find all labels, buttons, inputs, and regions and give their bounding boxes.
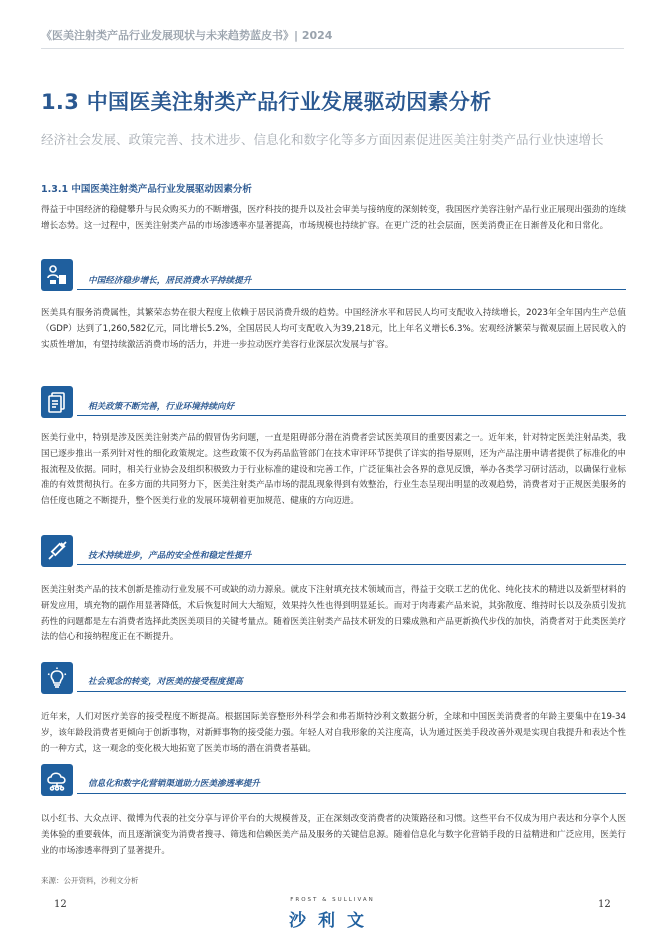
brand-logo-english: FROST & SULLIVAN (290, 897, 375, 903)
page-title: 1.3 中国医美注射类产品行业发展驱动因素分析 (41, 90, 492, 114)
factor-title: 相关政策不断完善，行业环境持续向好 (88, 402, 235, 412)
factor-divider (77, 289, 626, 290)
factor-body: 医美行业中，特别是涉及医美注射类产品的假冒伪劣问题，一直是阻碍部分潜在消费者尝试医美项目的重要因素之一。近年来，针对特定医美注射品类，我国已逐步推出一系列针对性的细化政策规定。这些政策不仅为药品监管部门在技术审评环节提供了详实的指导原则，还为产品注册申请者提供了标准化的申报流程及依据。同时，相关行业协会及组织积极致力于行业标准的建设和完善工作，广泛征集社会各界的意见反馈，举办各类学习研讨活动，以确保行业标准的有效贯彻执行。在多方面的共同努力下，医美注射类产品市场的混乱现象得到有效整治，行业生态呈现出明显的改观趋势，消费者对于正规医美服务的信任度也随之不断提升，整个医美行业的发展环境朝着更加规范、健康的方向迈进。 (41, 433, 626, 507)
factor-body: 医美具有服务消费属性，其繁荣态势在很大程度上依赖于居民消费升级的趋势。中国经济水平和居民人均可支配收入持续增长，2023年全年国内生产总值（GDP）达到了1,260,582亿元，同比增长5.2%，全国居民人均可支配收入为39,218元，比上年名义增长6.3%。宏观经济繁荣与微观层面上居民收入的实质性增加，有望持续激活消费市场的活力，并进一步拉动医疗美容行业深层次发展与扩容。 (41, 308, 626, 350)
intro-paragraph: 得益于中国经济的稳健攀升与民众购买力的不断增强，医疗科技的提升以及社会审美与接纳度的深刻转变，我国医疗美容注射产品行业正展现出强劲的连续增长态势。这一过程中，医美注射类产品的市场渗透率亦显著提高，市场规模也持续扩容。在更广泛的社会层面，医美消费正在日渐普及化和日常化。 (41, 205, 626, 231)
factor-divider (77, 793, 626, 794)
factor-title: 社会观念的转变，对医美的接受程度提高 (88, 677, 243, 687)
header-divider (41, 48, 624, 49)
people-growth-icon (46, 264, 68, 286)
cloud-network-icon (46, 769, 68, 791)
factor-icon-box (41, 259, 73, 291)
factor-title: 信息化和数字化营销渠道助力医美渗透率提升 (88, 779, 260, 789)
factor-divider (77, 564, 626, 565)
factor-body: 近年来，人们对医疗美容的接受程度不断提高。根据国际美容整形外科学会和弗若斯特沙利文数据分析，全球和中国医美消费者的年龄主要集中在19-34岁，该年龄段消费者更倾向于创新事物，对新鲜事物的接受能力强。年轻人对自我形象的关注度高，认为通过医美手段改善外观是实现自我提升和表达个性的一种方式，这一观念的变化极大地拓宽了医美市场的潜在消费者基础。 (41, 712, 626, 754)
factor-title: 技术持续进步，产品的安全性和稳定性提升 (88, 551, 252, 561)
factor-icon-box (41, 535, 73, 567)
brand-logo-chinese: 沙利文 (289, 911, 376, 931)
factor-divider (77, 691, 626, 692)
factor-icon-box (41, 662, 73, 694)
page-number-left: 12 (54, 899, 67, 910)
lightbulb-icon (46, 667, 68, 689)
section-heading: 1.3.1 中国医美注射类产品行业发展驱动因素分析 (41, 184, 252, 195)
factor-divider (77, 415, 626, 416)
factor-icon-box (41, 386, 73, 418)
factor-icon-box (41, 764, 73, 796)
header-title: 《医美注射类产品行业发展现状与未来趋势蓝皮书》| 2024 (41, 29, 333, 42)
factor-body: 以小红书、大众点评、微博为代表的社交分享与评价平台的大规模普及，正在深刻改变消费者的决策路径和习惯。这些平台不仅成为用户表达和分享个人医美体验的重要载体，而且逐渐演变为消费者搜寻、筛选和信赖医美产品及服务的关键信息源。随着信息化与数字化营销手段的日益精进和广泛应用，医美行业的市场渗透率得到了显著提升。 (41, 814, 626, 856)
policy-document-icon (46, 391, 68, 413)
factor-body: 医美注射类产品的技术创新是推动行业发展不可或缺的动力源泉。就皮下注射填充技术领域而言，得益于交联工艺的优化、纯化技术的精进以及新型材料的研发应用，填充物的副作用显著降低，术后恢复时间大大缩短，效果持久性也得到明显延长。而对于肉毒素产品来说，其弥散度、维持时长以及杂质引发抗药性的问题都是左右消费者选择此类医美项目的关键考量点。随着医美注射类产品技术研发的日臻成熟和产品更新换代步伐的加快，消费者对于此类医美疗法的信心和接纳程度正在不断提升。 (41, 585, 626, 643)
source-note: 来源：公开资料，沙利文分析 (41, 876, 139, 885)
factor-title: 中国经济稳步增长，居民消费水平持续提升 (88, 276, 252, 286)
page-subtitle: 经济社会发展、政策完善、技术进步、信息化和数字化等多方面因素促进医美注射类产品行业快速增长 (41, 132, 604, 147)
page-number-right: 12 (598, 899, 611, 910)
syringe-icon (46, 540, 68, 562)
